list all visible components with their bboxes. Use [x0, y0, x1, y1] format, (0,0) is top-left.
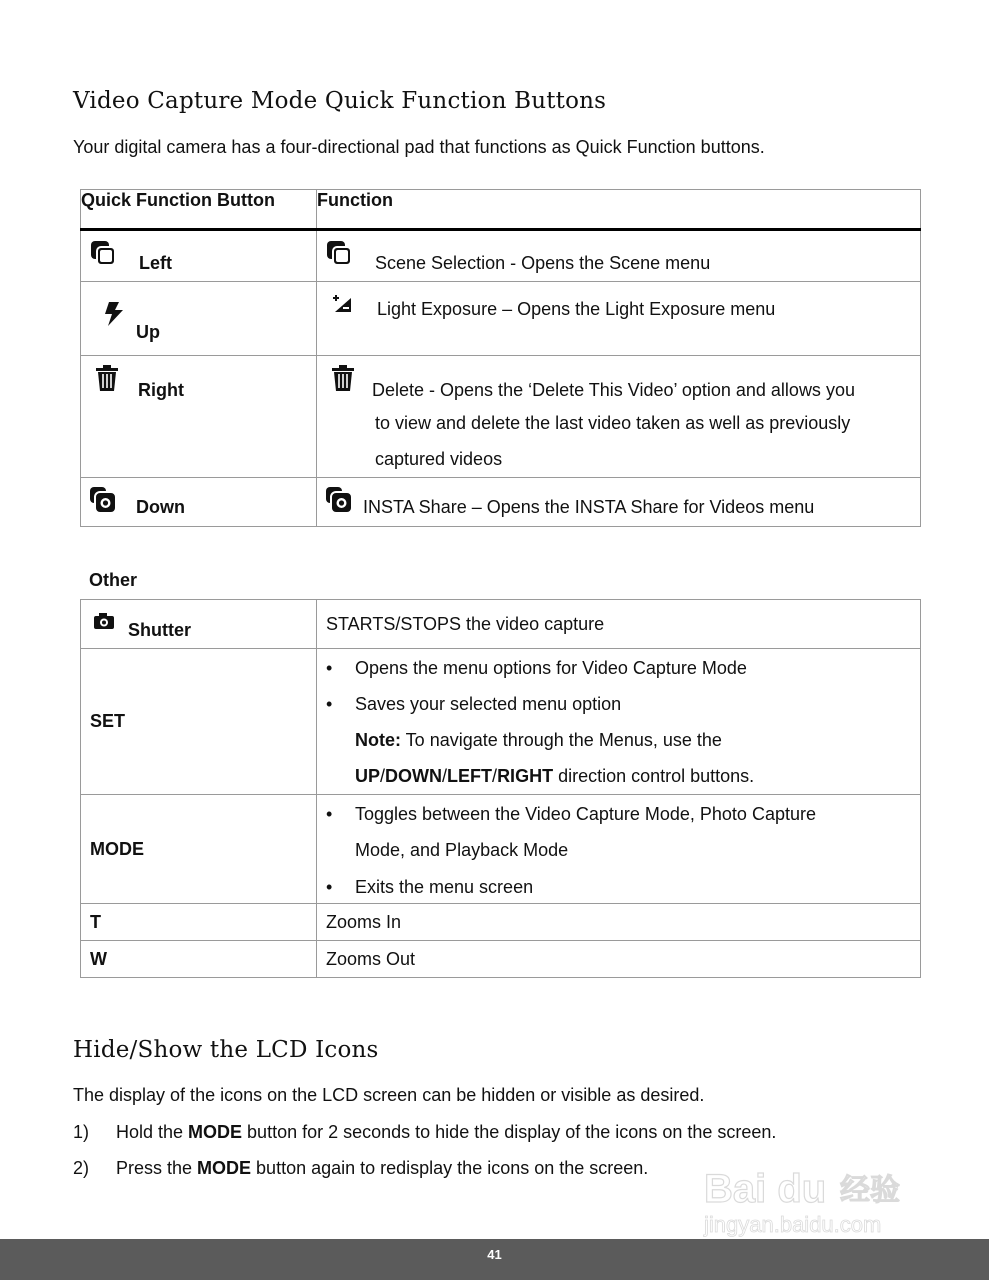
header-button: Quick Function Button — [81, 190, 317, 230]
button-name-mode: MODE — [81, 795, 317, 904]
button-name-t: T — [81, 904, 317, 941]
function-text-line-1: Delete - Opens the ‘Delete This Video’ option and allows you — [372, 380, 855, 400]
note-line-2-rest: direction control buttons. — [553, 766, 755, 786]
dir-down: DOWN — [385, 766, 443, 786]
table-row — [81, 230, 921, 282]
watermark-url: jingyan.baidu.com — [704, 1212, 882, 1237]
other-heading: Other — [89, 570, 138, 590]
section-intro: Your digital camera has a four-directional pad that functions as Quick Function buttons. — [73, 137, 765, 157]
function-text: Light Exposure – Opens the Light Exposure menu — [377, 299, 776, 319]
quick-function-table — [80, 189, 921, 527]
note-label: Note: — [355, 730, 401, 750]
step-1 — [73, 1122, 776, 1143]
set-bullet-2: Saves your selected menu option — [355, 694, 622, 714]
dir-up: UP — [355, 766, 381, 786]
mode-bullet-2: Exits the menu screen — [355, 877, 534, 897]
exposure-icon — [331, 292, 353, 314]
function-text: Scene Selection - Opens the Scene menu — [375, 253, 711, 273]
step-text: button again to redisplay the icons on the screen. — [251, 1158, 649, 1178]
step-number: 1) — [73, 1122, 90, 1142]
table-row — [81, 478, 921, 527]
table-row — [81, 600, 921, 649]
button-name-shutter: Shutter — [128, 620, 191, 640]
header-function: Function — [317, 190, 921, 230]
table-header-row — [81, 190, 921, 230]
set-bullet-1: Opens the menu options for Video Capture Mode — [355, 658, 747, 678]
watermark-brand: Bai du — [704, 1167, 827, 1211]
section-title-lcd-icons: Hide/Show the LCD Icons — [73, 1037, 379, 1063]
shutter-function: STARTS/STOPS the video capture — [317, 600, 921, 649]
set-note — [355, 730, 722, 751]
flash-icon — [101, 300, 129, 328]
t-function: Zooms In — [317, 904, 921, 941]
section-title-quick-function: Video Capture Mode Quick Function Buttons — [73, 88, 607, 114]
bullet: • — [326, 804, 333, 824]
button-name-left: Left — [139, 253, 172, 273]
function-text-line-3: captured videos — [375, 449, 503, 469]
trash-icon — [329, 364, 357, 392]
step-bold: MODE — [197, 1158, 252, 1178]
button-name-right: Right — [138, 380, 184, 400]
scene-icon — [89, 239, 117, 267]
other-buttons-table — [80, 599, 921, 978]
dir-left: LEFT — [447, 766, 493, 786]
separator: / — [442, 766, 448, 786]
bullet: • — [326, 658, 333, 678]
mode-bullet-1-line-2: Mode, and Playback Mode — [355, 840, 569, 860]
mode-bullet-1-line-1: Toggles between the Video Capture Mode, Photo Capture — [355, 804, 816, 824]
button-name-w: W — [81, 941, 317, 978]
w-function: Zooms Out — [317, 941, 921, 978]
separator: / — [492, 766, 498, 786]
camera-icon — [93, 612, 115, 630]
step-text: Hold the — [116, 1122, 189, 1142]
separator: / — [380, 766, 386, 786]
function-text-line-2: to view and delete the last video taken as well as previously — [375, 413, 851, 433]
table-row — [81, 904, 921, 941]
note-text: To navigate through the Menus, use the — [401, 730, 722, 750]
step-bold: MODE — [188, 1122, 243, 1142]
function-text: INSTA Share – Opens the INSTA Share for Videos menu — [363, 497, 815, 517]
page-footer — [0, 1239, 989, 1280]
trash-icon — [93, 364, 121, 392]
step-text: Press the — [116, 1158, 198, 1178]
step-2 — [73, 1158, 648, 1179]
set-note-line-2 — [355, 766, 754, 787]
watermark-cn: 经验 — [840, 1173, 900, 1208]
table-row — [81, 795, 921, 904]
section-intro: The display of the icons on the LCD screen can be hidden or visible as desired. — [73, 1085, 705, 1105]
insta-share-icon — [325, 486, 353, 514]
step-text: button for 2 seconds to hide the display of the icons on the screen. — [242, 1122, 777, 1142]
button-name-up: Up — [136, 322, 160, 342]
table-row — [81, 282, 921, 356]
page-number: 41 — [487, 1247, 502, 1262]
baidu-jingyan-watermark — [700, 1160, 932, 1240]
table-row — [81, 941, 921, 978]
button-name-set: SET — [81, 649, 317, 795]
bullet: • — [326, 877, 333, 897]
scene-icon — [325, 239, 353, 267]
step-number: 2) — [73, 1158, 90, 1178]
bullet: • — [326, 694, 333, 714]
table-row — [81, 356, 921, 478]
table-row — [81, 649, 921, 795]
button-name-down: Down — [136, 497, 185, 517]
insta-share-icon — [89, 486, 117, 514]
dir-right: RIGHT — [497, 766, 554, 786]
